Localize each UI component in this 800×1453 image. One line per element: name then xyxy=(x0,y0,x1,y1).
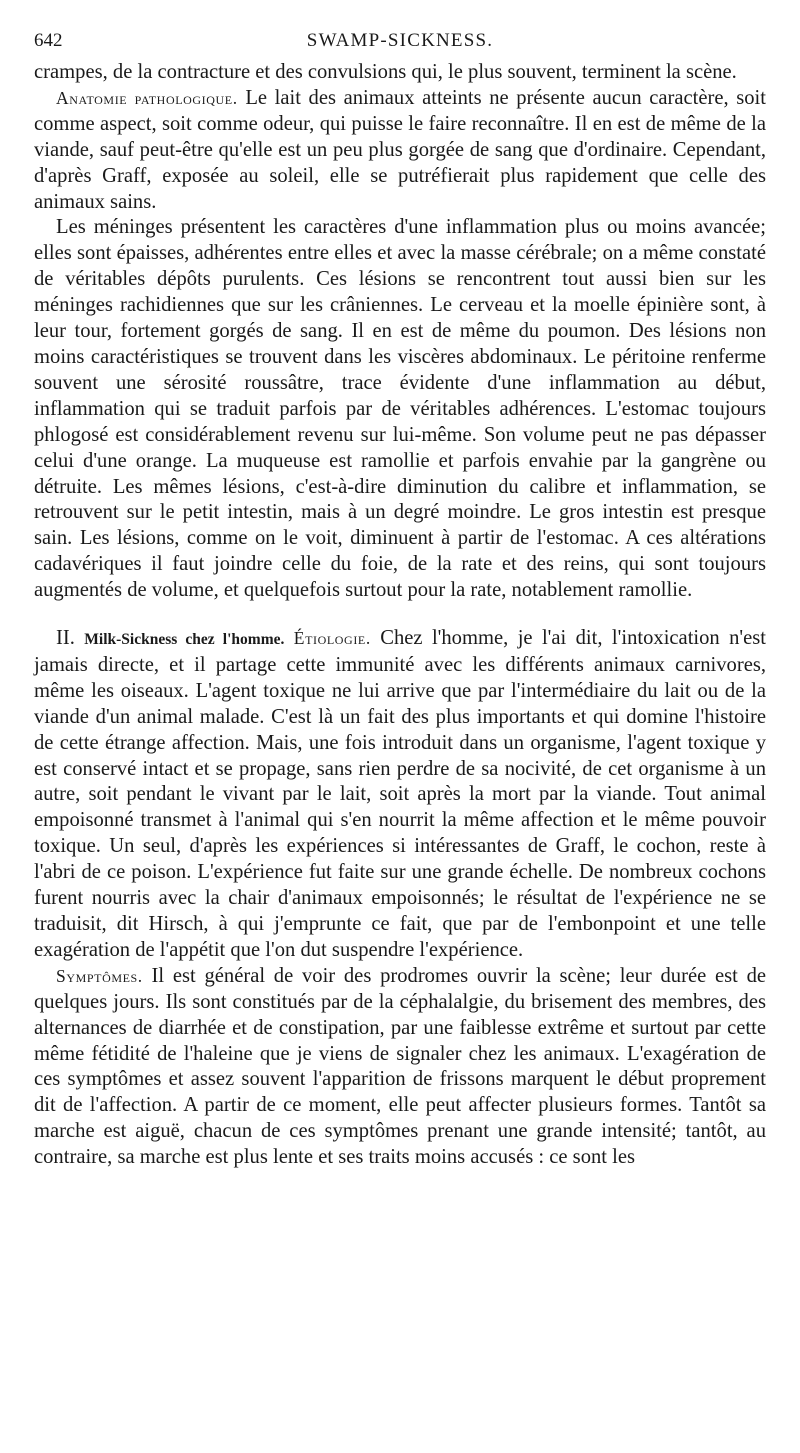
paragraph-symptomes xyxy=(34,964,766,1171)
paragraph-etiologie xyxy=(34,626,766,964)
paragraph-continuation xyxy=(34,60,766,86)
paragraph-text: Les méninges présentent les caractères d'une inflammation plus ou moins avancée; elles sont épaisses, adhérentes entre elles et avec la masse cérébrale; on a même constaté de véritables dépôts purulents. Ces lésions se rencontrent tout aussi bien sur les méninges rachidiennes que sur les crâniennes. Le cerveau et la moelle épinière sont, à leur tour, fortement gorgés de sang. Il en est de même du poumon. Des lésions non moins caractéristiques se trouvent dans les viscères abdominaux. Le péritoine renferme souvent une sérosité roussâtre, trace évidente d'une inflammation au début, inflammation qui se traduit parfois par de véritables adhérences. L'estomac toujours phlogosé est considérablement revenu sur lui-même. Son volume peut ne pas dépasser celui d'une orange. La muqueuse est ramollie et parfois envahie par la gangrène ou détruite. Les mêmes lésions, c'est-à-dire diminution du calibre et inflammation, se retrouvent sur le petit intestin, mais à un degré moindre. Le gros intestin est presque sain. Les lésions, comme on le voit, diminuent à partir de l'estomac. A ces altérations cadavériques il faut joindre celle du foie, de la rate et des reins, qui sont toujours augmentés de volume, et quelquefois surtout pour la rate, notablement ramollie. xyxy=(34,216,766,602)
paragraph-text: Le lait des animaux atteints ne présente aucun caractère, soit comme aspect, soit comme odeur, qui puisse le faire reconnaître. Il en est de même de la viande, sauf peut-être qu'elle est un peu plus gorgée de sang que d'ordinaire. Cependant, d'après Graff, exposée au soleil, elle se putréfierait plus rapidement que celle des animaux sains. xyxy=(34,86,766,213)
section-gap xyxy=(34,604,766,626)
page-number: 642 xyxy=(34,30,63,51)
section-heading-anatomie: Anatomie pathologique. xyxy=(56,87,238,108)
paragraph-text: crampes, de la contracture et des convulsions qui, le plus souvent, terminent la scène. xyxy=(34,61,737,83)
section-title: Milk-Sickness chez l'homme. xyxy=(84,631,285,649)
section-heading-etiologie: Étiologie. xyxy=(293,628,371,649)
running-header xyxy=(34,30,766,60)
running-title: SWAMP-SICKNESS. xyxy=(306,30,494,51)
paragraph-text: Chez l'homme, je l'ai dit, l'intoxication n'est jamais directe, et il partage cette immunité avec les différents animaux carnivores, même les oiseaux. L'agent toxique ne lui arrive que par l'intermédiaire du lait ou de la viande d'un animal malade. C'est là un fait des plus importants et qui domine l'histoire de cette étrange affection. Mais, une fois introduit dans un organisme, l'agent toxique y est conservé intact et se propage, sans rien perdre de sa nocivité, de cet organisme à un autre, soit pendant le vivant par le lait, soit après la mort par la viande. Tout animal empoisonné transmet à l'animal qui s'en nourrit la même affection et le même pouvoir toxique. Un seul, d'après les expériences si intéressantes de Graff, le cochon, reste à l'abri de ce poison. L'expérience fut faite sur une grande échelle. De nombreux cochons furent nourris avec la chair d'animaux empoisonnés; le résultat de l'expérience ne se traduisit, dit Hirsch, à qui j'emprunte ce fait, que par de l'embonpoint et une telle exagération de l'appétit que l'on dut suspendre l'expérience. xyxy=(34,627,767,961)
paragraph-text: Il est général de voir des prodromes ouvrir la scène; leur durée est de quelques jours. Ils sont constitués par de la céphalalgie, du brisement des membres, des alternances de diarrhée et de constipation, par une faiblesse extrême et surtout par cette même fétidité de l'haleine que je viens de signaler chez les animaux. L'exagération de ces symptômes et assez souvent l'apparition de frissons marquent le début proprement dit de l'affection. A partir de ce moment, elle peut affecter plusieurs formes. Tantôt sa marche est aiguë, chacun de ces symptômes prenant une grande intensité; tantôt, au contraire, sa marche est plus lente et ses traits moins accusés : ce sont les xyxy=(34,964,767,1169)
paragraph-anatomie xyxy=(34,86,766,216)
section-number: II. xyxy=(56,627,75,650)
paragraph-lesions xyxy=(34,215,766,604)
section-heading-symptomes: Symptômes. xyxy=(56,965,143,986)
